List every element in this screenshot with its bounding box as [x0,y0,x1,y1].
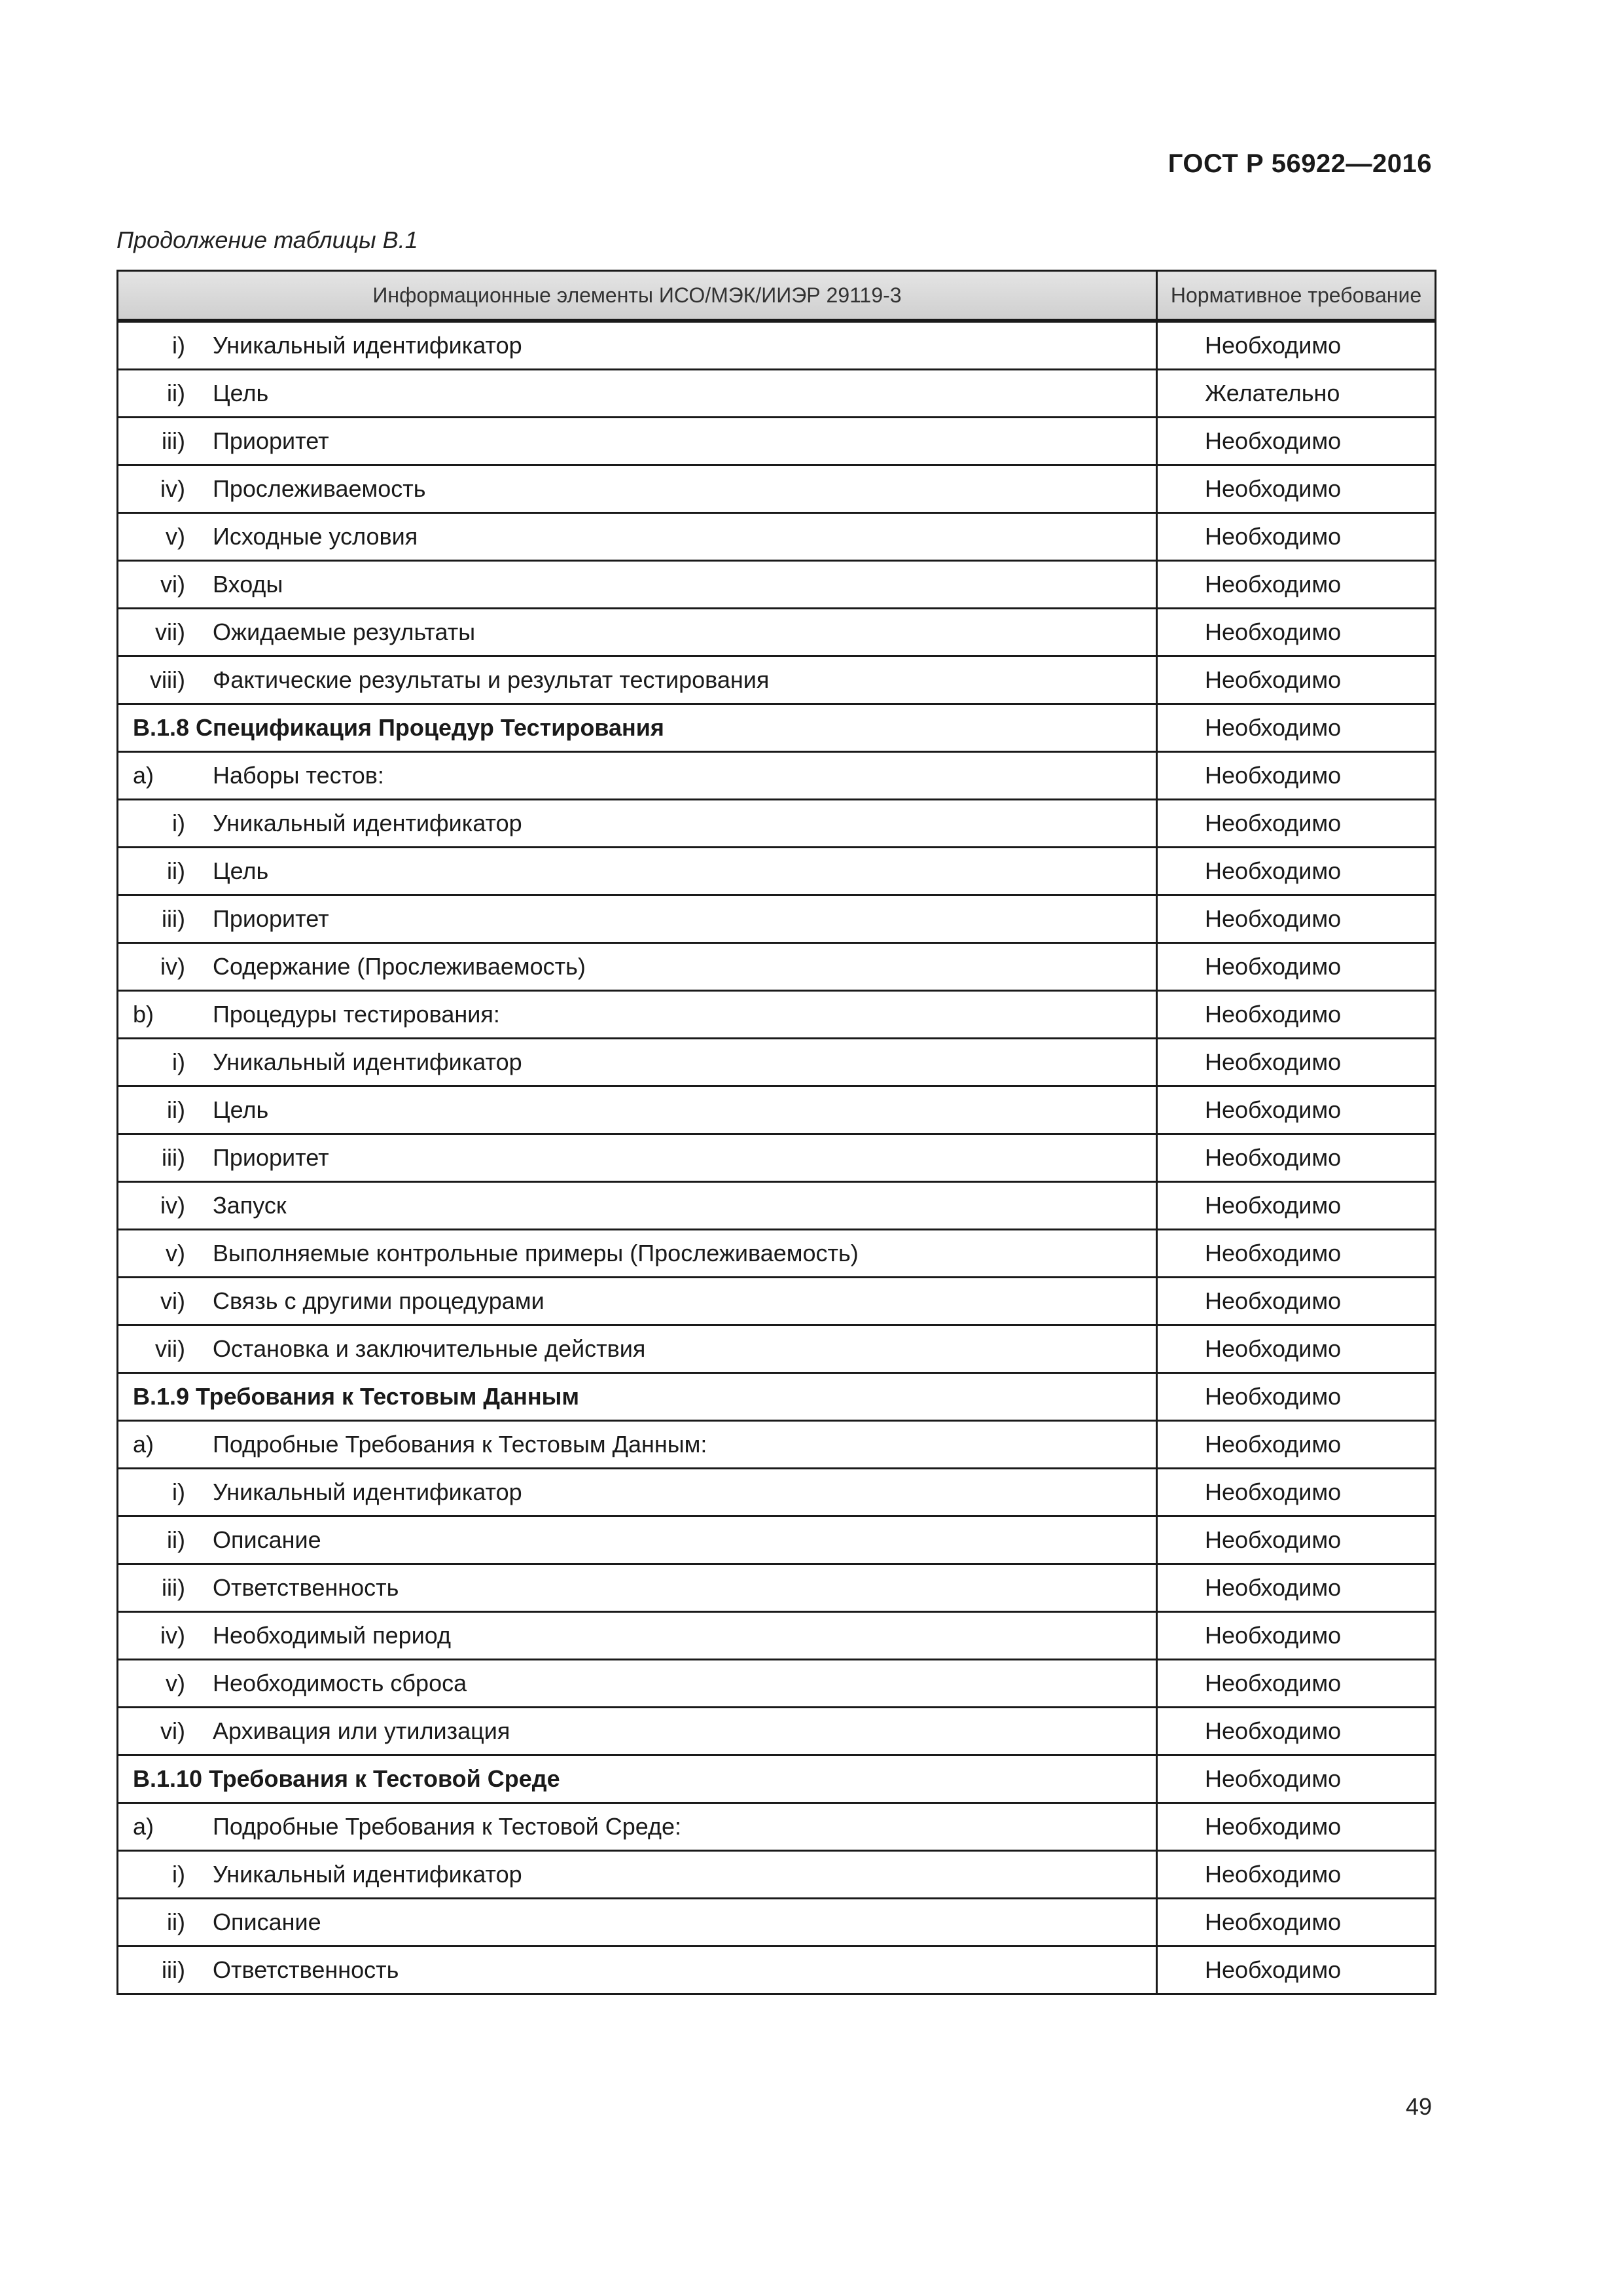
element-cell [118,1182,1157,1230]
item-marker: iii) [162,1144,185,1171]
column-header-requirement: Нормативное требование [1157,271,1436,321]
item-marker: a) [133,762,154,789]
element-cell [118,752,1157,800]
item-marker: i) [172,332,185,359]
item-marker: iii) [162,905,185,932]
table-row [118,1039,1436,1086]
item-marker: vi) [160,571,185,598]
item-marker: vi) [160,1287,185,1314]
element-cell [118,704,1157,752]
item-marker: iv) [160,475,185,502]
item-marker: v) [166,1670,185,1696]
requirement-cell: Необходимо [1157,1851,1436,1899]
element-cell [118,1469,1157,1516]
element-cell [118,1230,1157,1278]
element-cell [118,1660,1157,1708]
requirement-cell: Необходимо [1157,1421,1436,1469]
item-marker: i) [172,1861,185,1888]
item-label: Цель [213,380,269,406]
element-cell [118,561,1157,609]
element-cell [118,1708,1157,1755]
requirement-cell: Необходимо [1157,1803,1436,1851]
item-label: Содержание (Прослеживаемость) [213,953,586,980]
table-row [118,1946,1436,1994]
element-cell [118,943,1157,991]
item-label: Процедуры тестирования: [213,1001,500,1028]
table-row [118,1278,1436,1325]
table-row [118,800,1436,848]
item-marker: vi) [160,1717,185,1744]
requirement-cell: Необходимо [1157,1182,1436,1230]
requirement-cell: Необходимо [1157,752,1436,800]
table-row [118,752,1436,800]
item-label: Уникальный идентификатор [213,810,522,836]
table-row [118,943,1436,991]
requirement-cell: Необходимо [1157,1230,1436,1278]
requirement-cell: Необходимо [1157,704,1436,752]
table-row [118,418,1436,465]
element-cell [118,1373,1157,1421]
item-marker: a) [133,1813,154,1840]
item-marker: v) [166,523,185,550]
table-header-row [118,271,1436,321]
element-cell [118,1612,1157,1660]
requirement-cell: Необходимо [1157,465,1436,513]
table-row [118,465,1436,513]
item-label: Цель [213,857,269,884]
requirement-cell: Необходимо [1157,1373,1436,1421]
element-cell [118,1803,1157,1851]
table-row [118,1660,1436,1708]
item-label: Прослеживаемость [213,475,426,502]
item-label: Фактические результаты и результат тестирования [213,666,770,693]
element-cell [118,370,1157,418]
item-marker: iii) [162,1956,185,1983]
item-label: Необходимый период [213,1622,452,1649]
requirement-cell: Необходимо [1157,1660,1436,1708]
section-heading: В.1.10 Требования к Тестовой Среде [133,1765,560,1792]
item-marker: ii) [167,857,185,884]
table-row [118,1899,1436,1946]
element-cell [118,1086,1157,1134]
requirement-cell: Необходимо [1157,418,1436,465]
element-cell [118,1421,1157,1469]
item-marker: iii) [162,427,185,454]
item-label: Входы [213,571,283,598]
table-row [118,991,1436,1039]
item-marker: ii) [167,380,185,406]
item-marker: ii) [167,1909,185,1935]
table-body [118,321,1436,1994]
item-marker: iv) [160,1622,185,1649]
table-row [118,1325,1436,1373]
element-cell [118,321,1157,370]
requirement-cell: Необходимо [1157,1278,1436,1325]
element-cell [118,1039,1157,1086]
element-cell [118,991,1157,1039]
table-row [118,561,1436,609]
item-marker: i) [172,810,185,836]
item-label: Исходные условия [213,523,418,550]
requirement-cell: Необходимо [1157,895,1436,943]
requirement-cell: Необходимо [1157,513,1436,561]
table-row [118,1134,1436,1182]
element-cell [118,1516,1157,1564]
item-marker: ii) [167,1526,185,1553]
table-row [118,1803,1436,1851]
requirement-cell: Необходимо [1157,1134,1436,1182]
item-marker: vii) [155,619,185,645]
element-cell [118,1278,1157,1325]
table-caption: Продолжение таблицы В.1 [116,226,418,253]
element-cell [118,609,1157,656]
item-label: Наборы тестов: [213,762,384,789]
section-heading: В.1.8 Спецификация Процедур Тестирования [133,714,664,741]
element-cell [118,1134,1157,1182]
table-row [118,1612,1436,1660]
table-row [118,1086,1436,1134]
item-label: Приоритет [213,427,329,454]
item-marker: i) [172,1049,185,1075]
requirement-cell: Необходимо [1157,1039,1436,1086]
column-header-elements: Информационные элементы ИСО/МЭК/ИИЭР 29119-3 [118,271,1157,321]
item-label: Необходимость сброса [213,1670,467,1696]
table-row [118,1230,1436,1278]
table-row [118,370,1436,418]
requirement-cell: Необходимо [1157,1755,1436,1803]
requirement-cell: Необходимо [1157,1899,1436,1946]
table-row [118,1469,1436,1516]
item-marker: iii) [162,1574,185,1601]
page-number: 49 [1405,2093,1432,2120]
item-label: Выполняемые контрольные примеры (Прослеживаемость) [213,1240,859,1266]
item-label: Ответственность [213,1574,399,1601]
item-label: Связь с другими процедурами [213,1287,544,1314]
requirement-cell: Необходимо [1157,1469,1436,1516]
table-row [118,656,1436,704]
requirement-cell: Необходимо [1157,991,1436,1039]
table-row [118,848,1436,895]
item-marker: b) [133,1001,154,1028]
requirement-cell: Необходимо [1157,609,1436,656]
item-marker: vii) [155,1335,185,1362]
item-label: Ответственность [213,1956,399,1983]
requirement-cell: Необходимо [1157,1564,1436,1612]
element-cell [118,1946,1157,1994]
item-label: Ожидаемые результаты [213,619,476,645]
requirements-table [116,270,1436,1995]
item-label: Подробные Требования к Тестовым Данным: [213,1431,707,1458]
table-row [118,1182,1436,1230]
table-row [118,321,1436,370]
table-row [118,1851,1436,1899]
table-row [118,609,1436,656]
table-row [118,1516,1436,1564]
element-cell [118,418,1157,465]
section-row [118,1373,1436,1421]
item-label: Архивация или утилизация [213,1717,510,1744]
item-label: Запуск [213,1192,287,1219]
item-marker: i) [172,1479,185,1505]
table-row [118,1708,1436,1755]
requirement-cell: Необходимо [1157,800,1436,848]
element-cell [118,1755,1157,1803]
item-marker: v) [166,1240,185,1266]
table-row [118,895,1436,943]
item-label: Уникальный идентификатор [213,1861,522,1888]
item-label: Приоритет [213,905,329,932]
item-label: Цель [213,1096,269,1123]
requirement-cell: Необходимо [1157,656,1436,704]
item-label: Подробные Требования к Тестовой Среде: [213,1813,682,1840]
element-cell [118,1564,1157,1612]
item-marker: a) [133,1431,154,1458]
item-label: Приоритет [213,1144,329,1171]
element-cell [118,513,1157,561]
item-label: Уникальный идентификатор [213,1049,522,1075]
element-cell [118,465,1157,513]
requirement-cell: Необходимо [1157,1946,1436,1994]
element-cell [118,656,1157,704]
table-row [118,513,1436,561]
section-heading: В.1.9 Требования к Тестовым Данным [133,1383,579,1410]
element-cell [118,895,1157,943]
element-cell [118,1899,1157,1946]
table-row [118,1564,1436,1612]
element-cell [118,1325,1157,1373]
item-marker: viii) [150,666,185,693]
element-cell [118,848,1157,895]
item-label: Описание [213,1909,321,1935]
item-marker: iv) [160,953,185,980]
element-cell [118,1851,1157,1899]
item-label: Описание [213,1526,321,1553]
requirement-cell: Необходимо [1157,1708,1436,1755]
item-marker: ii) [167,1096,185,1123]
requirement-cell: Необходимо [1157,1516,1436,1564]
requirement-cell: Желательно [1157,370,1436,418]
item-label: Уникальный идентификатор [213,332,522,359]
item-label: Уникальный идентификатор [213,1479,522,1505]
requirement-cell: Необходимо [1157,1086,1436,1134]
document-code: ГОСТ Р 56922—2016 [1168,149,1432,178]
requirement-cell: Необходимо [1157,1612,1436,1660]
requirement-cell: Необходимо [1157,321,1436,370]
requirement-cell: Необходимо [1157,1325,1436,1373]
section-row [118,1755,1436,1803]
element-cell [118,800,1157,848]
requirement-cell: Необходимо [1157,943,1436,991]
table-row [118,1421,1436,1469]
item-label: Остановка и заключительные действия [213,1335,646,1362]
requirement-cell: Необходимо [1157,561,1436,609]
section-row [118,704,1436,752]
item-marker: iv) [160,1192,185,1219]
requirement-cell: Необходимо [1157,848,1436,895]
